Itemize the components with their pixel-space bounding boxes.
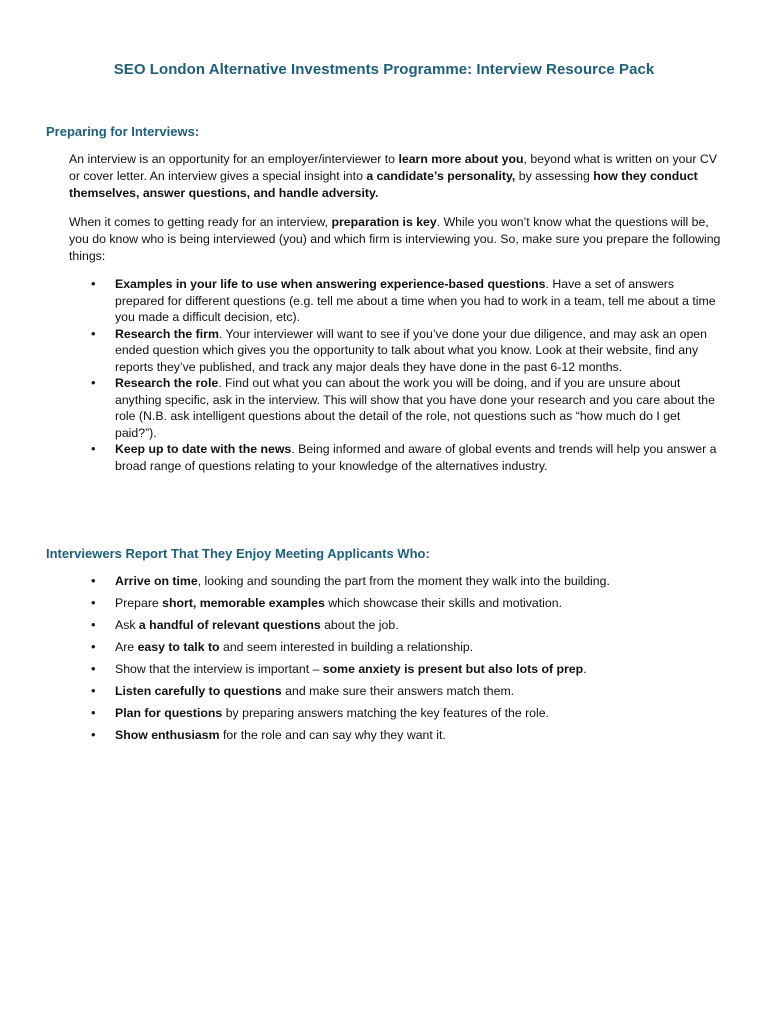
- bold-text-run: a handful of relevant questions: [138, 618, 321, 632]
- section-heading-preparing: Preparing for Interviews:: [46, 124, 200, 139]
- list-item: [69, 326, 719, 376]
- text-run: , looking and sounding the part from the moment they walk into the building.: [197, 574, 610, 588]
- list-item: [69, 683, 719, 700]
- text-run: about the job.: [320, 618, 399, 632]
- list-item: [69, 441, 719, 474]
- bold-text-run: some anxiety is present but also lots of prep: [322, 662, 584, 676]
- applicant-qualities-list: [69, 573, 719, 749]
- text-run: Are: [115, 640, 138, 654]
- bold-text-run: how they conduct themselves, answer questions, and handle adversity.: [69, 169, 698, 200]
- list-item: [69, 661, 719, 678]
- list-item: [69, 573, 719, 590]
- bold-text-run: preparation is key: [331, 215, 437, 229]
- bold-text-run: Plan for questions: [115, 706, 223, 720]
- text-run: Show that the interview is important –: [115, 662, 323, 676]
- text-run: , beyond what is written on your CV or cover letter. An interview gives a special insight into: [69, 152, 717, 183]
- bold-text-run: Listen carefully to questions: [115, 684, 282, 698]
- bullet-icon: •: [91, 595, 96, 610]
- bold-text-run: Research the role: [115, 376, 219, 390]
- preparation-bullet-list: [69, 276, 719, 474]
- bullet-icon: •: [91, 705, 96, 720]
- bold-text-run: short, memorable examples: [162, 596, 325, 610]
- intro-paragraph: [69, 151, 729, 202]
- text-run: . Your interviewer will want to see if you’ve done your due diligence, and may ask an open ended question which gives you the opportunity to talk about what you know. Look at their website, find any reports they’ve published, and track any major deals they have done in the past 6-12 months.: [115, 326, 707, 374]
- bullet-icon: •: [91, 573, 96, 588]
- bullet-icon: •: [91, 325, 96, 341]
- bullet-icon: •: [91, 727, 96, 742]
- list-item: [69, 727, 719, 744]
- list-item: [69, 276, 719, 326]
- text-run: . Find out what you can about the work you will be doing, and if you are unsure about anything specific, ask in the interview. This will show that you have done your research and you care about the role (N.B. ask intelligent questions about the detail of the role, not questions such as “how much do I get paid?”).: [115, 376, 715, 440]
- text-run: for the role and can say why they want it.: [219, 728, 446, 742]
- bold-text-run: Arrive on time: [115, 574, 198, 588]
- bold-text-run: Keep up to date with the news: [115, 442, 292, 456]
- text-run: which showcase their skills and motivation.: [324, 596, 563, 610]
- bold-text-run: Research the firm: [115, 326, 219, 341]
- preparation-paragraph: [69, 214, 729, 265]
- bullet-icon: •: [91, 276, 96, 291]
- text-run: Ask: [115, 618, 139, 632]
- list-item: [69, 595, 719, 612]
- bullet-icon: •: [91, 375, 96, 390]
- text-run: by preparing answers matching the key features of the role.: [222, 706, 550, 720]
- text-run: . Have a set of answers prepared for different questions (e.g. tell me about a time when you had to work in a team, tell me about a time you made a difficult decision, etc).: [115, 277, 716, 324]
- bold-text-run: learn more about you: [398, 152, 524, 166]
- text-run: by assessing: [515, 169, 594, 183]
- bold-text-run: easy to talk to: [137, 640, 220, 654]
- bullet-icon: •: [91, 617, 96, 632]
- text-run: . Being informed and aware of global events and trends will help you answer a broad range of questions relating to your knowledge of the alternatives industry.: [115, 442, 717, 473]
- text-run: . While you won’t know what the questions will be, you do know who is being interviewed (you) and which firm is interviewing you. So, make sure you prepare the following things:: [69, 215, 721, 263]
- list-item: [69, 705, 719, 722]
- list-item: [69, 639, 719, 656]
- text-run: An interview is an opportunity for an employer/interviewer to: [69, 152, 399, 166]
- list-item: [69, 375, 719, 441]
- bullet-icon: •: [91, 683, 96, 698]
- bold-text-run: a candidate’s personality,: [366, 169, 516, 183]
- text-run: Prepare: [115, 596, 163, 610]
- page-title: SEO London Alternative Investments Programme: Interview Resource Pack: [113, 61, 655, 78]
- section-heading-interviewers: Interviewers Report That They Enjoy Meeting Applicants Who:: [46, 546, 430, 561]
- text-run: .: [583, 662, 587, 676]
- bullet-icon: •: [91, 441, 96, 456]
- bullet-icon: •: [91, 639, 96, 654]
- list-item: [69, 617, 719, 634]
- bullet-icon: •: [91, 661, 96, 676]
- text-run: When it comes to getting ready for an interview,: [69, 215, 332, 229]
- bold-text-run: Examples in your life to use when answering experience-based questions: [115, 277, 546, 291]
- bold-text-run: Show enthusiasm: [115, 728, 220, 742]
- text-run: and seem interested in building a relationship.: [219, 640, 474, 654]
- text-run: and make sure their answers match them.: [281, 684, 515, 698]
